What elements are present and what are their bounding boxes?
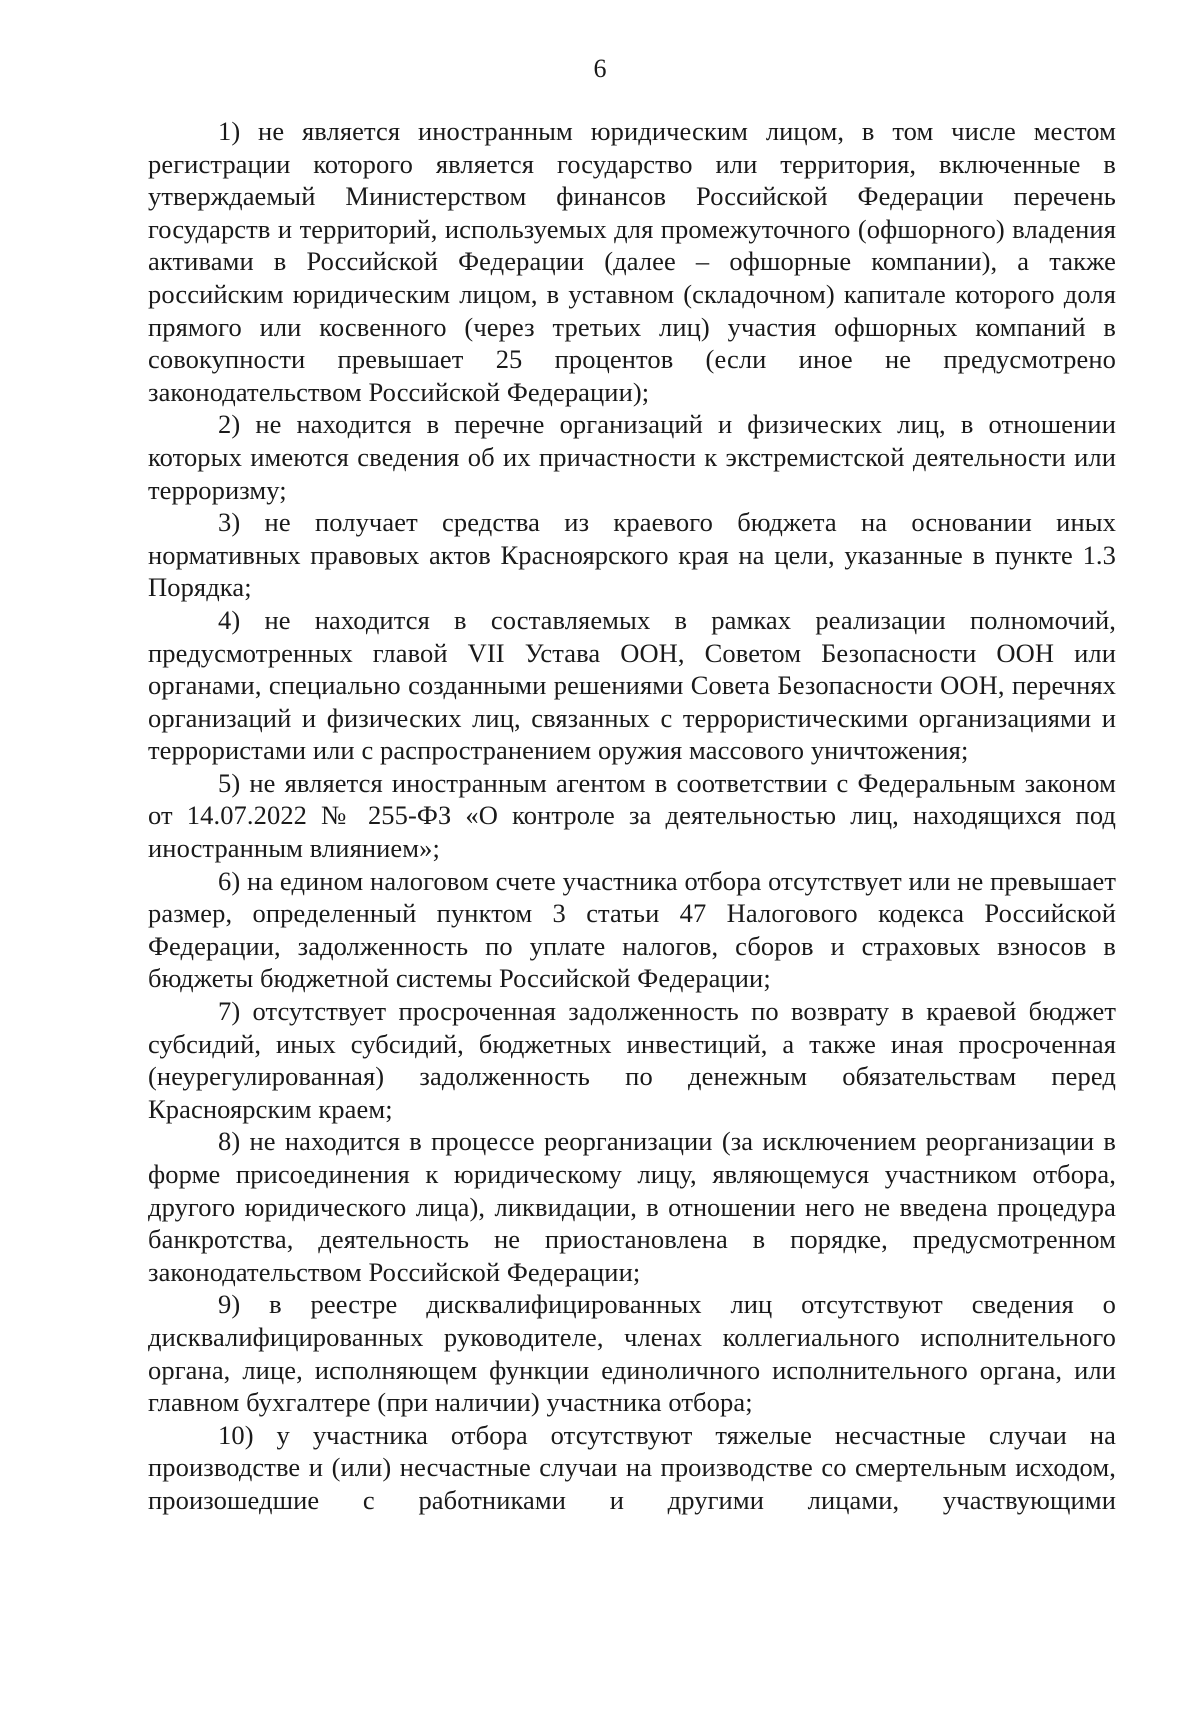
paragraph-item-5: 5) не является иностранным агентом в соответствии с Федеральным законом от 14.07.2022 № 255-ФЗ «О контроле за деятельностью лиц, находящихся под иностранным влиянием»;	[148, 767, 1116, 864]
paragraph-item-4: 4) не находится в составляемых в рамках реализации полномочий, предусмотренных главой VII Устава ООН, Советом Безопасности ООН или органами, специально созданными решениями Совета Безопасности ООН, перечнях организаций и физических лиц, связанных с террористическими организациями и террористами или с распространением оружия массового уничтожения;	[148, 604, 1116, 766]
page-number: 6	[593, 54, 607, 83]
paragraph-item-9: 9) в реестре дисквалифицированных лиц отсутствуют сведения о дисквалифицированных руководителе, членах коллегиального исполнительного органа, лице, исполняющем функции единоличного исполнительного органа, или главном бухгалтере (при наличии) участника отбора;	[148, 1289, 1116, 1418]
document-body	[148, 115, 1116, 1517]
paragraph-item-10: 10) у участника отбора отсутствуют тяжелые несчастные случаи на производстве и (или) несчастные случаи на производстве со смертельным исходом, произошедшие с работниками и другими лицами, участвующими	[148, 1419, 1116, 1515]
paragraph-item-8: 8) не находится в процессе реорганизации (за исключением реорганизации в форме присоединения к юридическому лицу, являющемуся участником отбора, другого юридического лица), ликвидации, в отношении него не введена процедура банкротства, деятельность не приостановлена в порядке, предусмотренном законодательством Российской Федерации;	[148, 1126, 1116, 1287]
paragraph-item-1: 1) не является иностранным юридическим лицом, в том числе местом регистрации которого является государство или территория, включенные в утверждаемый Министерством финансов Российской Федерации перечень государств и территорий, используемых для промежуточного (офшорного) владения активами в Российской Федерации (далее – офшорные компании), а также российским юридическим лицом, в уставном (складочном) капитале которого доля прямого или косвенного (через третьих лиц) участия офшорных компаний в совокупности превышает 25 процентов (если иное не предусмотрено законодательством Российской Федерации);	[148, 116, 1116, 407]
paragraph-item-2: 2) не находится в перечне организаций и физических лиц, в отношении которых имеются сведения об их причастности к экстремистской деятельности или терроризму;	[148, 409, 1116, 505]
paragraph-item-3: 3) не получает средства из краевого бюджета на основании иных нормативных правовых актов Красноярского края на цели, указанные в пункте 1.3 Порядка;	[148, 507, 1116, 603]
paragraph-item-7: 7) отсутствует просроченная задолженность по возврату в краевой бюджет субсидий, иных субсидий, бюджетных инвестиций, а также иная просроченная (неурегулированная) задолженность по денежным обязательствам перед Красноярским краем;	[148, 996, 1116, 1124]
paragraph-item-6: 6) на едином налоговом счете участника отбора отсутствует или не превышает размер, определенный пунктом 3 статьи 47 Налогового кодекса Российской Федерации, задолженность по уплате налогов, сборов и страховых взносов в бюджеты бюджетной системы Российской Федерации;	[148, 865, 1116, 994]
